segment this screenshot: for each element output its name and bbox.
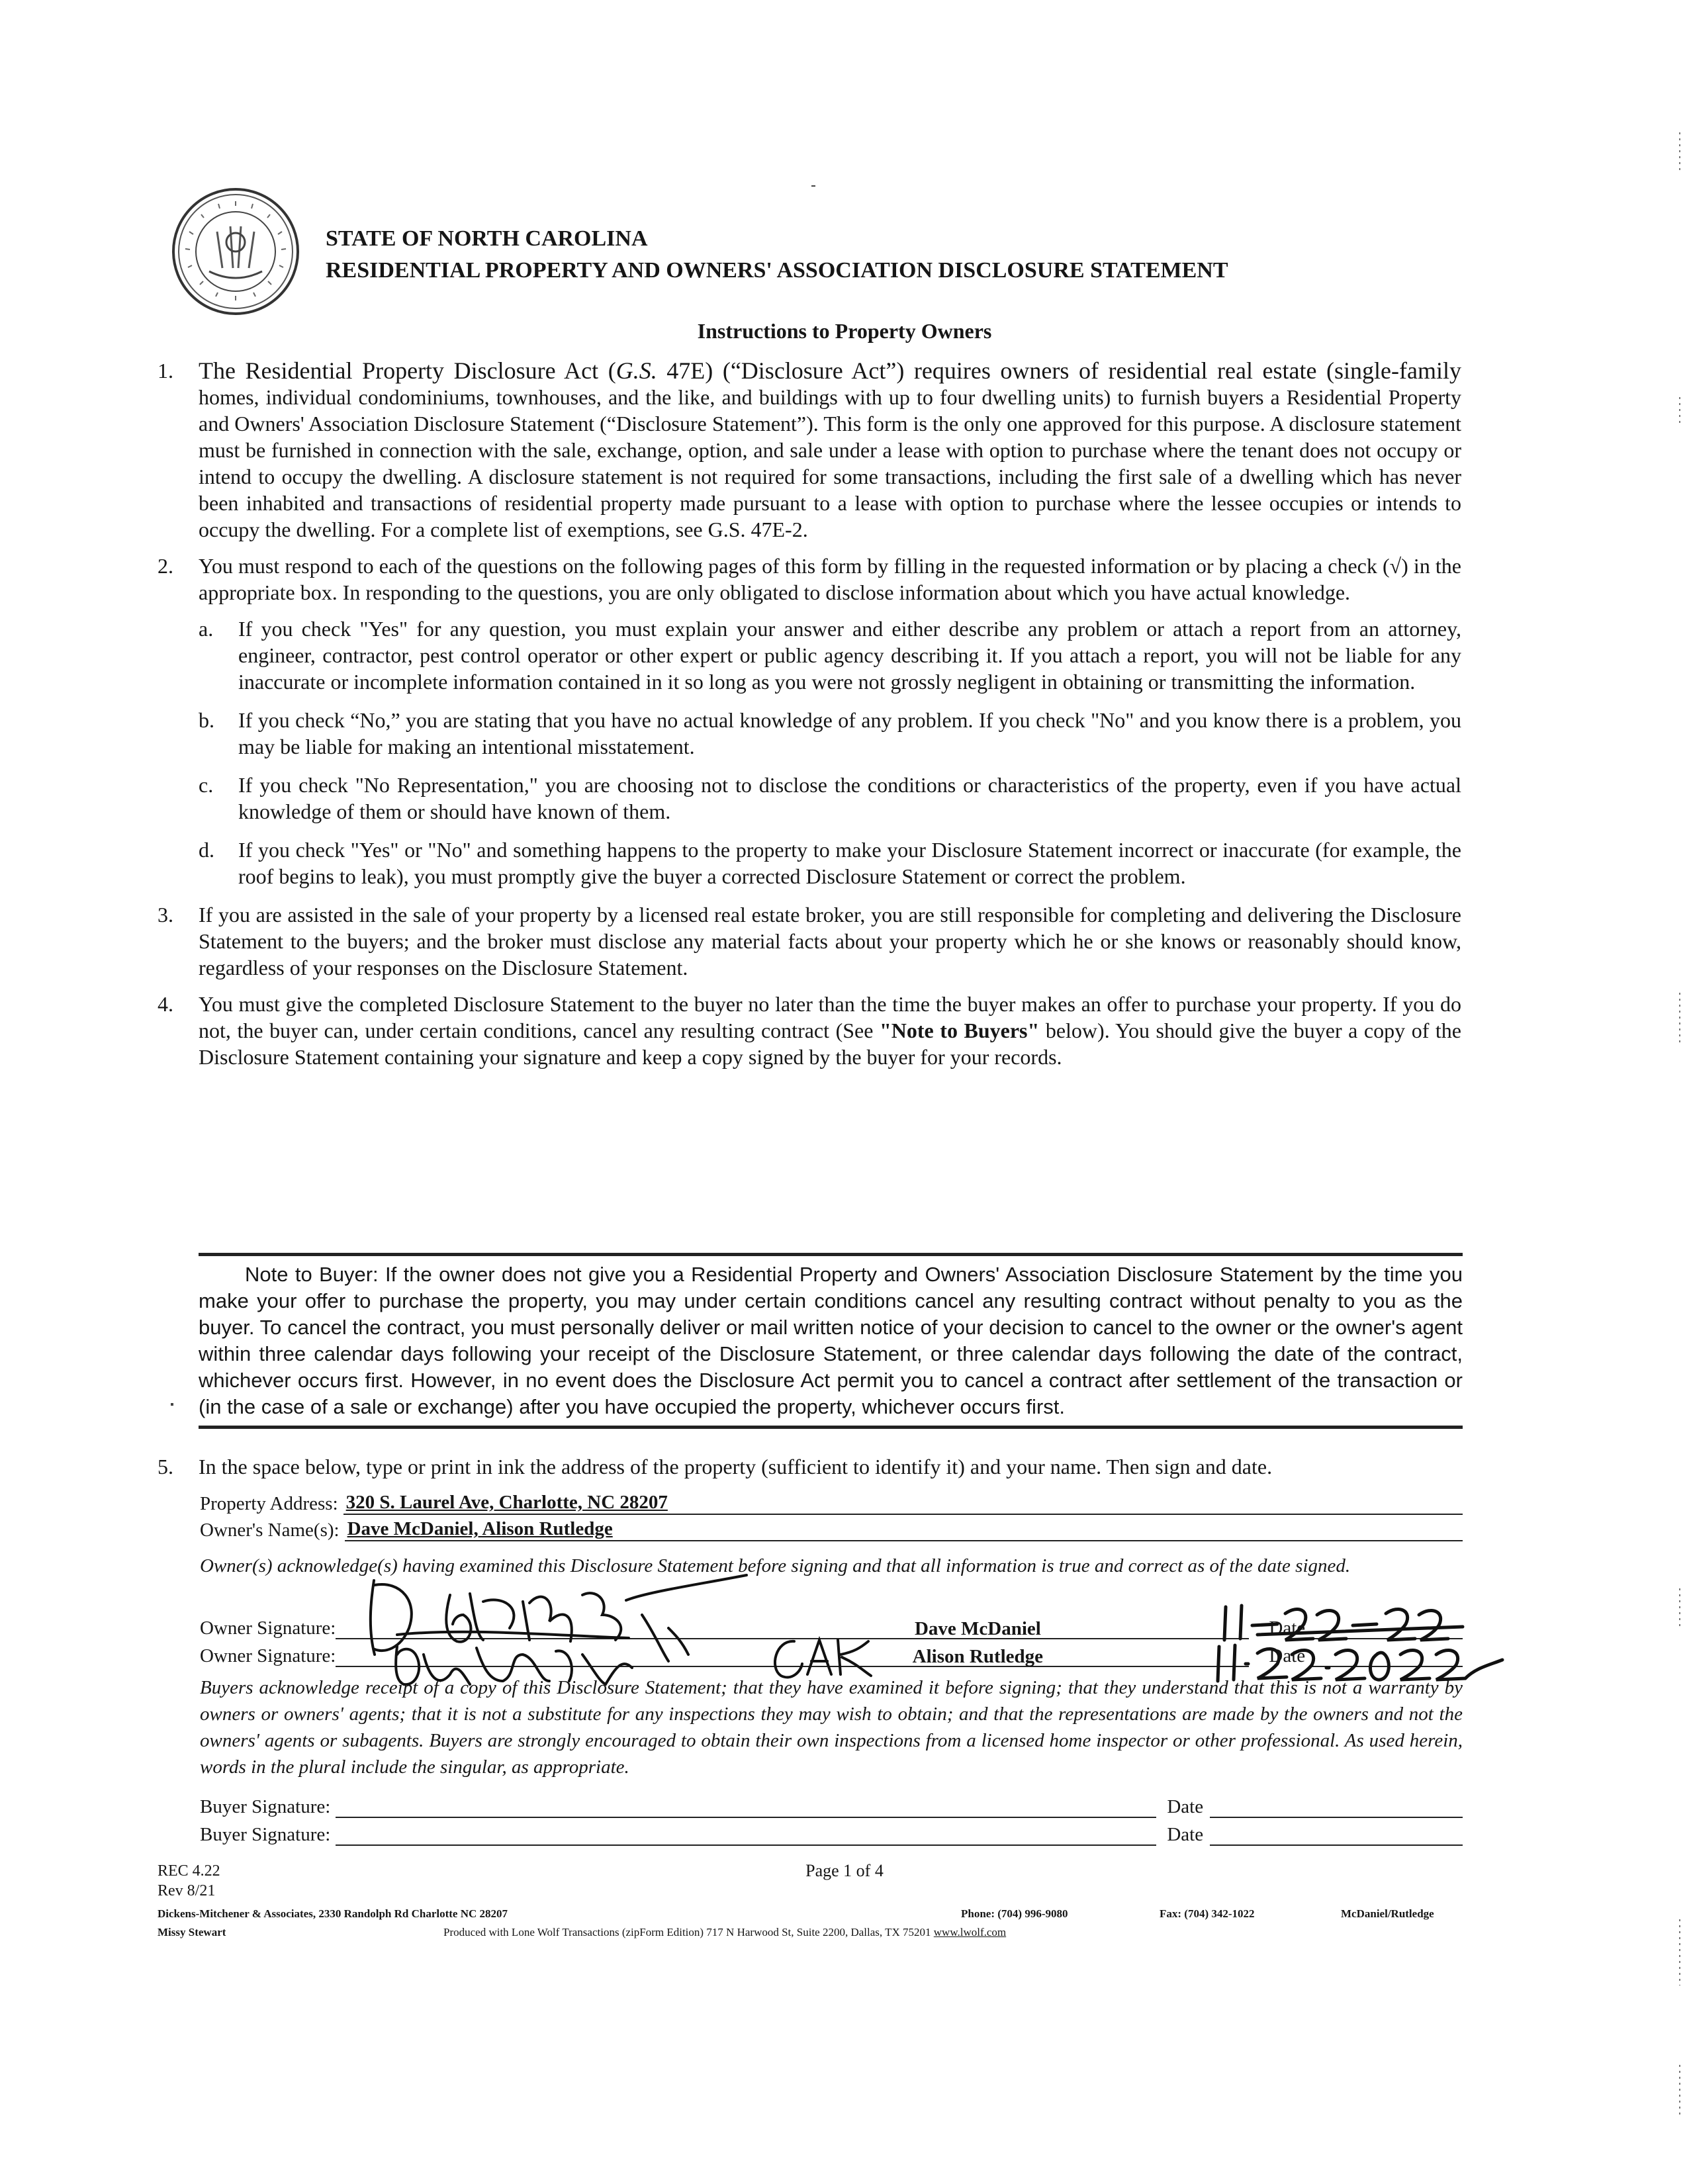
buyer-signature-row-1 (200, 1796, 1463, 1818)
owner-names-label: Owner's Name(s): (200, 1520, 340, 1541)
owner-signature-field[interactable] (336, 1646, 706, 1667)
item-number: 2. (158, 554, 173, 578)
item-number: 1. (158, 359, 173, 383)
form-id: REC 4.22 (158, 1862, 220, 1880)
owner-2-printed-name: Alison Rutledge (706, 1646, 1249, 1667)
form-title: RESIDENTIAL PROPERTY AND OWNERS' ASSOCIATION DISCLOSURE STATEMENT (326, 258, 1228, 283)
date-label: Date (1269, 1645, 1306, 1666)
note-to-buyer-text: Note to Buyer: If the owner does not give you a Residential Property and Owners' Association Disclosure Statement by the time you make your offer to purchase the property, you may under certain conditions cancel any resulting contract without penalty to you as the buyer. To cancel the contract, you must personally deliver or mail written notice of your decision to cancel to the owner or the owner's agent within three calendar days following your receipt of the Disclosure Statement, or three calendar days following the date of the contract, whichever occurs first. However, in no event does the Disclosure Act permit you to cancel a contract after settlement of the transaction or (in the case of a sale or exchange) after you have occupied the property, whichever occurs first. (199, 1263, 1463, 1418)
property-address-row (200, 1492, 1463, 1515)
date-label: Date (1269, 1617, 1306, 1639)
item-1-text-rest: 47E) (“Disclosure Act”) requires owners of residential real estate (single-family homes, individual condominiums, townhouses, and the like, and buildings with up to four dwelling units) to furnish buyers a Residential Property and Owners' Association Disclosure Statement (“Disclosure Statement”). This form is the only one approved for this purpose. A disclosure statement must be furnished in connection with the sale, exchange, option, and sale under a lease with option to purchase where the tenant does not occupy or intend to occupy the dwelling. A disclosure statement is not required for some transactions, including the first sale of a dwelling which has never been inhabited and transactions of residential property made pursuant to a lease with option to purchase where the lessee occupies or intends to occupy the dwelling. For a complete list of exemptions, see G.S. 47E-2. (199, 357, 1461, 541)
item-4-text-rest: below). You should give the buyer a copy of the Disclosure Statement containing your signature and keep a copy signed by the buyer for your records. (199, 1019, 1462, 1069)
buyer-1-date-field[interactable] (1210, 1797, 1463, 1818)
firm-info: Dickens-Mitchener & Associates, 2330 Randolph Rd Charlotte NC 28207 (158, 1907, 508, 1920)
instruction-subitem-a (199, 615, 1461, 695)
item-number: 3. (158, 903, 173, 927)
instructions-heading: Instructions to Property Owners (697, 319, 992, 343)
owner-signature-field[interactable] (336, 1618, 706, 1639)
buyer-signature-field[interactable] (336, 1797, 1156, 1818)
firm-fax: Fax: (704) 342-1022 (1160, 1907, 1255, 1920)
instruction-item-2 (158, 553, 1461, 606)
statute-citation: G.S. (616, 357, 657, 384)
scan-edge-marks (1677, 0, 1682, 2184)
state-title: STATE OF NORTH CAROLINA (326, 226, 648, 251)
subitem-text: If you check "Yes" or "No" and something happens to the property to make your Disclosure Statement incorrect or inaccurate (for example, the roof begins to leak), you must promptly give the buyer a corrected Disclosure Statement or correct the problem. (238, 838, 1461, 888)
owner-acknowledgement: Owner(s) acknowledge(s) having examined this Disclosure Statement before signing and that all information is true and correct as of the date signed. (200, 1555, 1351, 1576)
instruction-subitem-c (199, 772, 1461, 825)
agent-name: Missy Stewart (158, 1926, 226, 1938)
instruction-item-1 (158, 357, 1461, 543)
item-text: If you are assisted in the sale of your property by a licensed real estate broker, you are still responsible for completing and delivering the Disclosure Statement to the buyers; and the broker must disclose any material facts about your property which he or she knows or reasonably should know, regardless of your responses on the Disclosure Statement. (199, 903, 1461, 979)
buyer-signature-label: Buyer Signature: (200, 1824, 331, 1845)
buyer-signature-label: Buyer Signature: (200, 1796, 331, 1817)
firm-phone: Phone: (704) 996-9080 (961, 1907, 1068, 1920)
state-seal-icon (169, 185, 302, 318)
subitem-text: If you check "Yes" for any question, you must explain your answer and either describe any problem or attach a report from an attorney, engineer, contractor, pest control operator or other expert or public agency describing it. If you attach a report, you will not be liable for any inaccurate or incomplete information contained in it so long as you were not grossly negligent in obtaining or transmitting the information. (238, 617, 1461, 694)
instruction-item-5 (158, 1453, 1461, 1480)
subitem-letter: d. (199, 838, 214, 862)
instructions-list (158, 357, 1461, 1080)
item-number: 5. (158, 1455, 173, 1479)
note-to-buyers-reference: "Note to Buyers" (880, 1019, 1040, 1042)
subitem-text: If you check “No,” you are stating that you have no actual knowledge of any problem. If you check "No" and you know there is a problem, you may be liable for making an intentional misstatement. (238, 708, 1461, 758)
item-text (199, 357, 1461, 543)
buyer-2-date-field[interactable] (1210, 1825, 1463, 1846)
item-number: 4. (158, 992, 173, 1016)
owner-signature-label: Owner Signature: (200, 1617, 336, 1639)
subitem-letter: a. (199, 617, 214, 641)
lone-wolf-link[interactable]: www.lwolf.com (933, 1926, 1007, 1938)
instruction-item-3 (158, 901, 1461, 981)
produced-with (443, 1926, 1006, 1939)
note-to-buyer-box (199, 1253, 1463, 1429)
date-label: Date (1167, 1796, 1204, 1817)
instruction-item-4 (158, 991, 1461, 1070)
transaction-name: McDaniel/Rutledge (1341, 1907, 1434, 1920)
page-number: Page 1 of 4 (805, 1861, 884, 1880)
property-address-field[interactable]: 320 S. Laurel Ave, Charlotte, NC 28207 (343, 1492, 1463, 1515)
owner-names-row (200, 1518, 1463, 1541)
buyer-signature-field[interactable] (336, 1825, 1156, 1846)
owner-2-date-field[interactable] (1312, 1646, 1463, 1667)
instruction-subitem-d (199, 837, 1461, 889)
produced-with-text: Produced with Lone Wolf Transactions (zipForm Edition) 717 N Harwood St, Suite 2200, Dallas, TX 75201 (443, 1926, 934, 1938)
owner-1-printed-name: Dave McDaniel (706, 1618, 1249, 1639)
instruction-subitem-b (199, 707, 1461, 760)
subitem-text: If you check "No Representation," you are choosing not to disclose the conditions or characteristics of the property, even if you have actual knowledge of them or should have known of them. (238, 773, 1461, 823)
buyer-signature-row-2 (200, 1824, 1463, 1846)
buyer-acknowledgement: Buyers acknowledge receipt of a copy of this Disclosure Statement; that they have examined it before signing; that they understand that this is not a warranty by owners or owners' agents; that it is not a substitute for any inspections they may wish to obtain; and that the representations are made by the owners and not the owners' agents or subagents. Buyers are strongly encouraged to obtain their own inspections from a licensed home inspector or other professional. As used herein, words in the plural include the singular, as appropriate. (200, 1677, 1463, 1778)
owner-signature-label: Owner Signature: (200, 1645, 336, 1666)
item-text (199, 991, 1461, 1070)
form-revision: Rev 8/21 (158, 1882, 216, 1899)
owner-signature-row-2 (200, 1645, 1463, 1667)
subitem-letter: c. (199, 773, 214, 797)
item-1-text-start: The Residential Property Disclosure Act ( (199, 357, 616, 384)
item-4-text-start: You must give the completed Disclosure Statement to the buyer no later than the time the buyer makes an offer to purchase your property. If you do not, the buyer can, under certain conditions, cancel any resulting contract (See (199, 992, 1461, 1042)
date-label: Date (1167, 1824, 1204, 1845)
owner-names-field[interactable]: Dave McDaniel, Alison Rutledge (345, 1518, 1463, 1541)
item-text: In the space below, type or print in ink the address of the property (sufficient to identify it) and your name. Then sign and date. (199, 1455, 1273, 1479)
property-address-label: Property Address: (200, 1493, 338, 1514)
subitem-letter: b. (199, 708, 214, 732)
owner-1-date-field[interactable] (1312, 1618, 1463, 1639)
owner-signature-row-1 (200, 1617, 1463, 1639)
item-text: You must respond to each of the questions on the following pages of this form by filling in the requested information or by placing a check (√) in the appropriate box. In responding to the questions, you are only obligated to disclose information about which you have actual knowledge. (199, 554, 1461, 604)
